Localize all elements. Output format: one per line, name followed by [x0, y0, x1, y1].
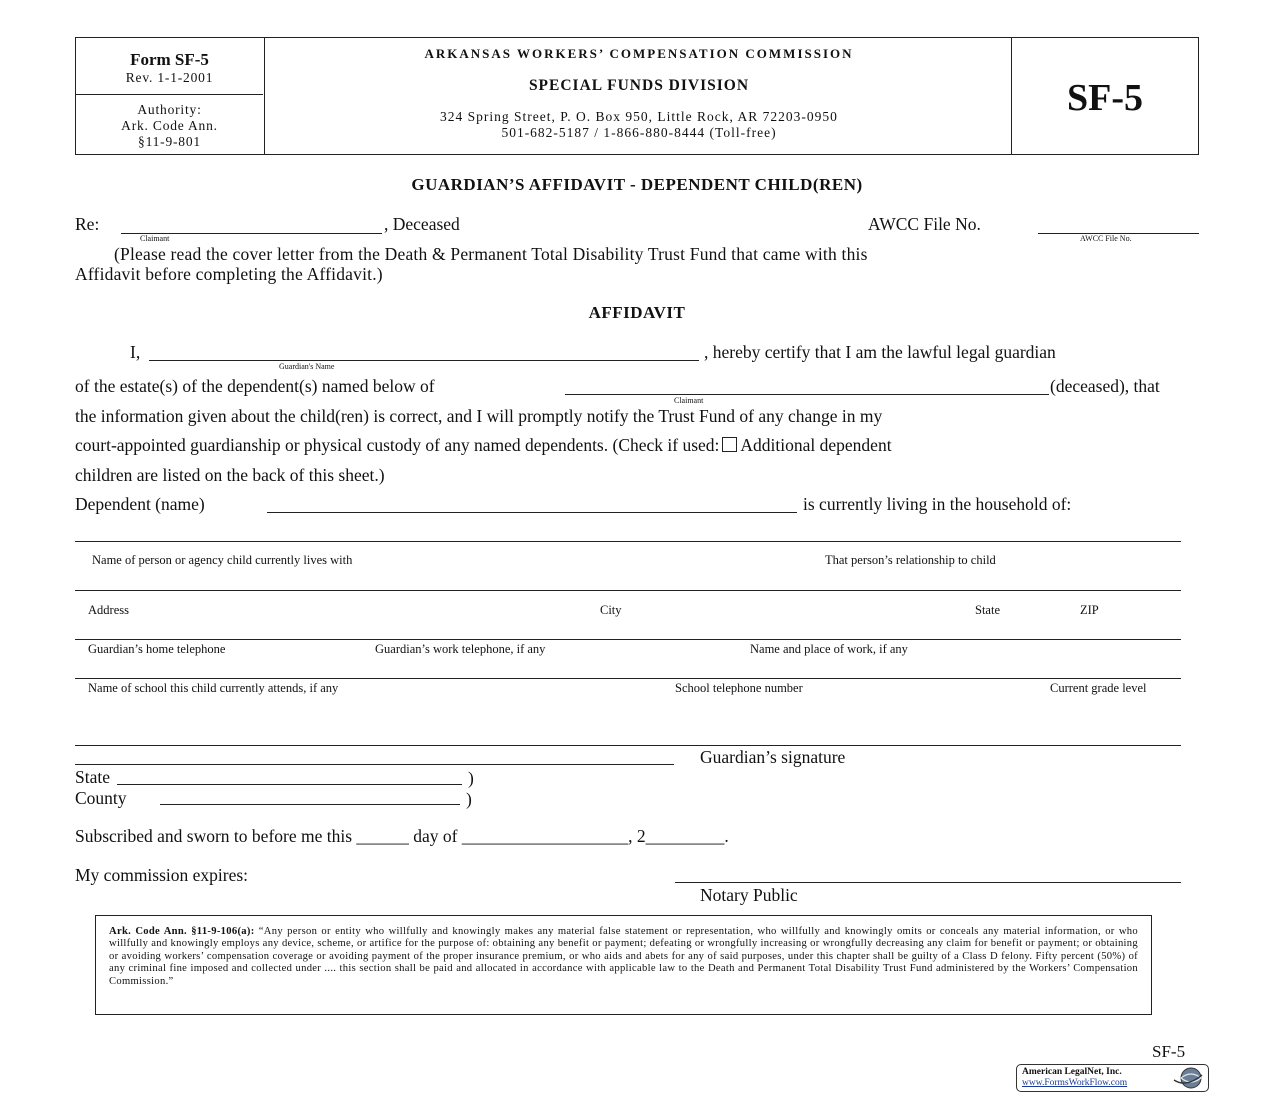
statute-cite: Ark. Code Ann. §11-9-106(a): — [109, 926, 255, 937]
school-answer-field[interactable] — [75, 745, 1181, 746]
state-paren: ) — [468, 768, 474, 788]
home-phone-label: Guardian’s home telephone — [88, 642, 226, 656]
county-paren: ) — [466, 789, 472, 809]
authority-box — [76, 102, 263, 150]
work-place-label: Name and place of work, if any — [750, 642, 908, 656]
form-code: SF-5 — [1067, 77, 1143, 119]
affidavit-certify: , hereby certify that I am the lawful legal guardian — [704, 342, 1056, 362]
claimant-hint: Claimant — [140, 234, 170, 243]
authority-section: §11-9-801 — [138, 134, 201, 149]
notary-label: Notary Public — [700, 885, 798, 905]
affidavit-line-3: the information given about the child(ren) is correct, and I will promptly notify the Trust Fund of any change in my — [75, 406, 883, 426]
form-id: Form SF-5 — [130, 50, 209, 69]
school-label: Name of school this child currently attends, if any — [88, 681, 339, 695]
lives-with-label: Name of person or agency child currently lives with — [92, 553, 353, 567]
file-no-label: AWCC File No. — [868, 214, 981, 234]
dependent-label: Dependent (name) — [75, 494, 205, 514]
instruction-line-1: (Please read the cover letter from the Death & Permanent Total Disability Trust Fund that came with this — [114, 244, 868, 264]
phone-field[interactable] — [75, 639, 1181, 640]
phone-line: 501-682-5187 / 1-866-880-8444 (Toll-free) — [501, 125, 777, 140]
form-id-box — [76, 38, 263, 95]
address-field[interactable] — [75, 590, 1181, 591]
commission-name: ARKANSAS WORKERS’ COMPENSATION COMMISSION — [424, 46, 854, 61]
header-center-panel — [265, 46, 1013, 141]
state-venue-field[interactable] — [117, 784, 462, 785]
header-right-panel — [1011, 38, 1198, 154]
form-header — [75, 37, 1199, 155]
globe-icon — [1172, 1066, 1206, 1090]
guardian-signature-field[interactable] — [75, 764, 674, 765]
county-venue-label: County — [75, 788, 127, 808]
city-label: City — [600, 603, 622, 617]
relationship-label: That person’s relationship to child — [825, 553, 996, 567]
claimant-hint-2: Claimant — [674, 396, 704, 405]
affidavit-line-4b: Additional dependent — [740, 435, 892, 455]
file-no-hint: AWCC File No. — [1080, 234, 1132, 243]
dependent-name-field[interactable] — [267, 512, 797, 513]
authority-label: Authority: — [137, 102, 202, 117]
form-title: GUARDIAN’S AFFIDAVIT - DEPENDENT CHILD(REN) — [411, 175, 863, 194]
notary-signature-field[interactable] — [675, 882, 1181, 883]
guardian-name-hint: Guardian's Name — [279, 362, 335, 371]
instruction-line-2: Affidavit before completing the Affidavit.) — [75, 264, 383, 284]
re-label: Re: — [75, 214, 100, 234]
statute-text: “Any person or entity who willfully and knowingly makes any material false statement or representation, who willfully and knowingly omits or conceals any material information, or who willfully and knowingly employs any device, scheme, or artifice for the purpose of: obtaining any benefit or payment; defeating or wrongfully increasing or wrongfully decreasing any claim for benefit or payment; or obtaining or avoiding workers’ compensation coverage or avoiding payment of the proper insurance premium, or who aids and abets for any of said purposes, under this chapter shall be guilty of a Class D felony. Fifty percent (50%) of any criminal fine imposed and collected under .... this section shall be paid and allocated in accordance with applicable law to the Death and Permanent Total Disability Trust Fund administered by the Workers’ Compensation Commission.” — [109, 926, 1138, 987]
guardian-name-field[interactable] — [149, 360, 699, 361]
division-name: SPECIAL FUNDS DIVISION — [528, 77, 750, 94]
household-label: is currently living in the household of: — [803, 494, 1072, 514]
sworn-statement: Subscribed and sworn to before me this ______ day of ___________________, 2_________. — [75, 826, 729, 846]
lives-with-field[interactable] — [75, 541, 1181, 542]
affidavit-line-4a: court-appointed guardianship or physical custody of any named dependents. (Check if used: — [75, 435, 720, 455]
additional-dependents-checkbox[interactable] — [722, 437, 737, 452]
county-venue-field[interactable] — [160, 804, 460, 805]
statute-notice — [95, 915, 1152, 1015]
footer-form-code: SF-5 — [1152, 1042, 1186, 1061]
zip-label: ZIP — [1080, 603, 1099, 617]
publisher-name: American LegalNet, Inc. — [1022, 1067, 1122, 1077]
affidavit-i: I, — [130, 342, 141, 362]
authority-code: Ark. Code Ann. — [121, 118, 218, 133]
header-left-panel — [76, 38, 265, 154]
affidavit-estate: of the estate(s) of the dependent(s) named below of — [75, 376, 435, 396]
affidavit-heading: AFFIDAVIT — [588, 303, 686, 322]
affidavit-line-4 — [75, 435, 892, 456]
state-label: State — [975, 603, 1000, 617]
address-label: Address — [88, 603, 129, 617]
publisher-url[interactable]: www.FormsWorkFlow.com — [1022, 1078, 1128, 1088]
grade-label: Current grade level — [1050, 681, 1147, 695]
affidavit-line-5: children are listed on the back of this sheet.) — [75, 465, 385, 485]
school-field[interactable] — [75, 678, 1181, 679]
work-phone-label: Guardian’s work telephone, if any — [375, 642, 546, 656]
deceased-label: , Deceased — [384, 214, 460, 234]
guardian-signature-label: Guardian’s signature — [700, 747, 846, 767]
school-phone-label: School telephone number — [675, 681, 803, 695]
publisher-logo — [1016, 1064, 1209, 1092]
revision: Rev. 1-1-2001 — [125, 70, 214, 85]
claimant-field-2[interactable] — [565, 394, 1049, 395]
address-line: 324 Spring Street, P. O. Box 950, Little Rock, AR 72203-0950 — [440, 109, 838, 124]
state-venue-label: State — [75, 767, 110, 787]
commission-expires-label: My commission expires: — [75, 865, 249, 885]
affidavit-deceased: (deceased), that — [1050, 376, 1160, 396]
